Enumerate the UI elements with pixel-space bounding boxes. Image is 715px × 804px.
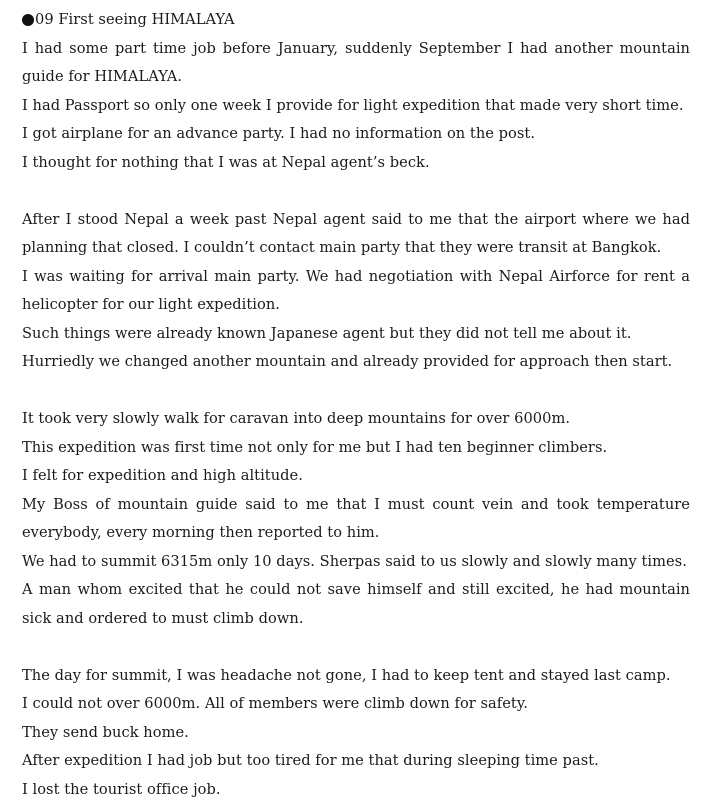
paragraph-3	[22, 405, 690, 633]
section-heading	[22, 6, 690, 35]
text-line: I was waiting for arrival main party. We had negotiation with Nepal Airforce for rent a helicopter for our light expedition.	[22, 263, 690, 320]
text-line: I could not over 6000m. All of members were climb down for safety.	[22, 690, 690, 719]
text-line: The day for summit, I was headache not gone, I had to keep tent and stayed last camp.	[22, 662, 690, 691]
text-line: I had some part time job before January, suddenly September I had another mountain guide for HIMALAYA.	[22, 35, 690, 92]
text-line: Hurriedly we changed another mountain and already provided for approach then start.	[22, 348, 690, 377]
text-line: I got airplane for an advance party. I had no information on the post.	[22, 120, 690, 149]
text-line: They send buck home.	[22, 719, 690, 748]
text-line: I thought for nothing that I was at Nepal agent’s beck.	[22, 149, 690, 178]
text-line: My Boss of mountain guide said to me that I must count vein and took temperature everybody, every morning then reported to him.	[22, 491, 690, 548]
text-line: We had to summit 6315m only 10 days. Sherpas said to us slowly and slowly many times.	[22, 548, 690, 577]
text-line: A man whom excited that he could not save himself and still excited, he had mountain sick and ordered to must climb down.	[22, 576, 690, 633]
text-line: This expedition was first time not only for me but I had ten beginner climbers.	[22, 434, 690, 463]
text-line: I lost the tourist office job.	[22, 776, 690, 804]
section-heading-text: 09 First seeing HIMALAYA	[35, 6, 235, 35]
paragraph-4	[22, 662, 690, 804]
document-body	[22, 6, 690, 804]
bullet-icon	[22, 14, 34, 26]
text-line: After I stood Nepal a week past Nepal agent said to me that the airport where we had planning that closed. I couldn’t contact main party that they were transit at Bangkok.	[22, 206, 690, 263]
text-line: I had Passport so only one week I provide for light expedition that made very short time.	[22, 92, 690, 121]
text-line: After expedition I had job but too tired for me that during sleeping time past.	[22, 747, 690, 776]
text-line: Such things were already known Japanese agent but they did not tell me about it.	[22, 320, 690, 349]
text-line: It took very slowly walk for caravan into deep mountains for over 6000m.	[22, 405, 690, 434]
text-line: I felt for expedition and high altitude.	[22, 462, 690, 491]
paragraph-1	[22, 35, 690, 178]
paragraph-2	[22, 206, 690, 377]
